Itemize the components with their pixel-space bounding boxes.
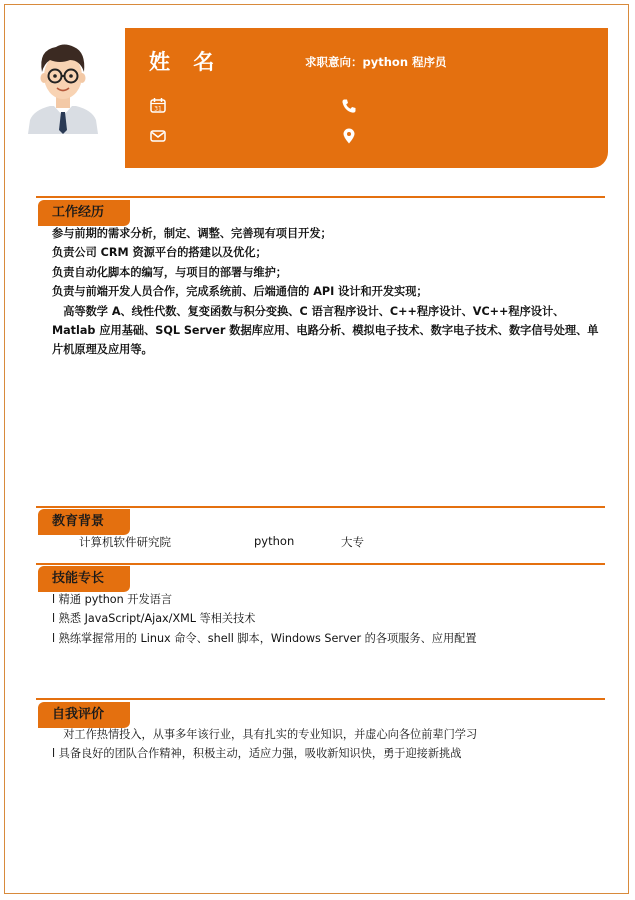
- self-eval-section-title: 自我评价: [38, 702, 130, 728]
- avatar: [24, 40, 102, 134]
- work-item: 负责自动化脚本的编写，与项目的部署与维护；: [52, 265, 287, 279]
- education-section-divider: [36, 506, 605, 508]
- job-intent: 求职意向：python 程序员: [305, 55, 447, 69]
- courses-paragraph: 高等数学 A、线性代数、复变函数与积分变换、C 语言程序设计、C++程序设计、VC++程序设计、Matlab 应用基础、SQL Server 数据库应用、电路分析、模拟电子技术、数字电子技术、数字信号处理、单片机原理及应用等。: [52, 304, 599, 357]
- work-item: 负责与前端开发人员合作，完成系统前、后端通信的 API 设计和开发实现；: [52, 285, 428, 299]
- self-eval-item: 对工作热情投入，从事多年该行业，具有扎实的专业知识，并虚心向各位前辈门学习: [52, 728, 478, 741]
- work-experience-list: [52, 224, 600, 360]
- mail-icon: [150, 128, 166, 144]
- work-section-title: 工作经历: [38, 200, 130, 226]
- skill-item: l 熟悉 JavaScript/Ajax/XML 等相关技术: [52, 612, 256, 626]
- svg-text:31: 31: [154, 105, 162, 113]
- education-degree: 大专: [341, 535, 364, 549]
- calendar-icon: [150, 97, 166, 113]
- candidate-name: 姓 名: [149, 50, 223, 74]
- skills-section-divider: [36, 563, 605, 565]
- location-icon: [341, 128, 357, 144]
- education-section-title: 教育背景: [38, 509, 130, 535]
- phone-icon: [341, 98, 357, 114]
- work-item: 负责公司 CRM 资源平台的搭建以及优化；: [52, 246, 267, 260]
- self-eval-section-divider: [36, 698, 605, 700]
- skills-section-title: 技能专长: [38, 566, 130, 592]
- skills-list: [52, 590, 600, 648]
- self-eval-item: l 具备良好的团队合作精神，积极主动，适应力强，吸收新知识快，勇于迎接新挑战: [52, 747, 462, 761]
- work-section-divider: [36, 196, 605, 198]
- skill-item: l 精通 python 开发语言: [52, 593, 173, 606]
- header-banner: [125, 28, 608, 168]
- self-eval-list: [52, 725, 600, 764]
- work-item: 参与前期的需求分析，制定、调整、完善现有项目开发；: [52, 227, 332, 240]
- education-school: 计算机软件研究院: [79, 535, 171, 549]
- education-major: python: [254, 534, 295, 548]
- skill-item: l 熟练掌握常用的 Linux 命令、shell 脚本，Windows Server 的各项服务、应用配置: [52, 631, 477, 645]
